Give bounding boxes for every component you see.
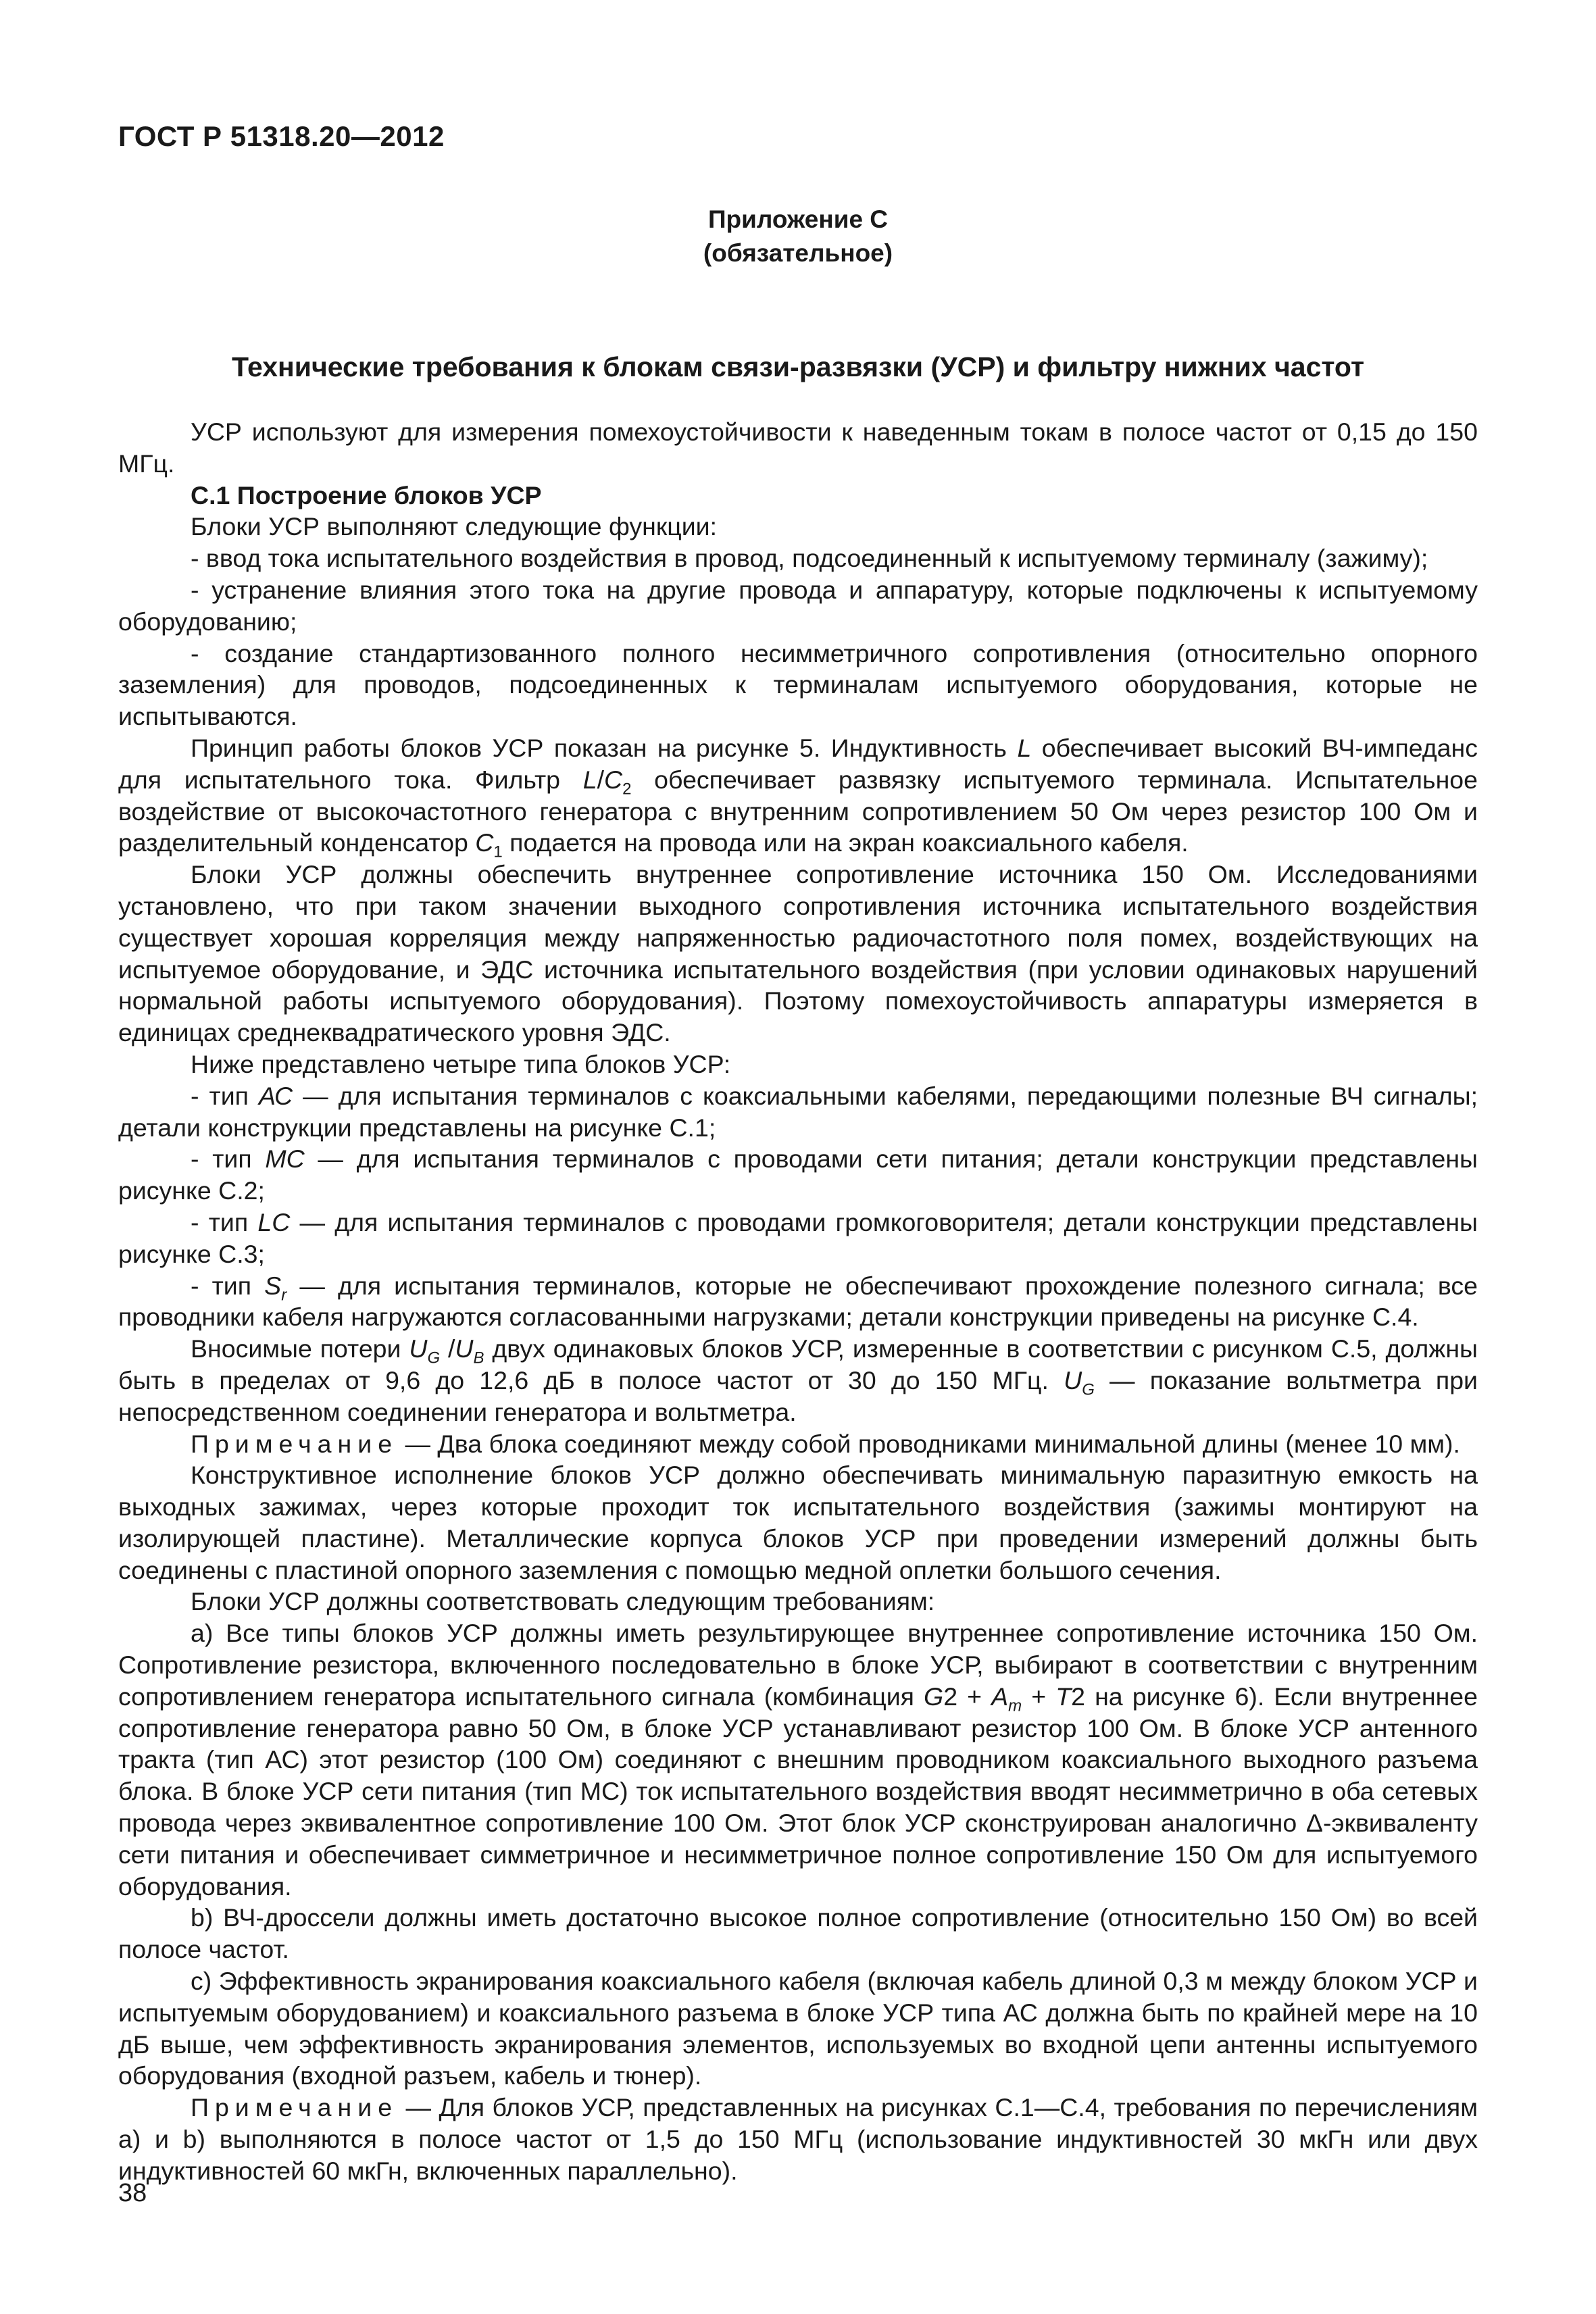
types-intro: Ниже представлено четыре типа блоков УСР: bbox=[191, 1049, 731, 1078]
type-item-ac: - тип АС — для испытания терминалов с коаксиальными кабелями, передающими полезные ВЧ сигналы; детали конструкции представлены на рисунке С.1; bbox=[118, 1081, 1478, 1142]
design-paragraph: Конструктивное исполнение блоков УСР должно обеспечивать минимальную паразитную емкость на выходных зажимах, через которые проходит ток испытательного воздействия (зажимы монтируют на изолирующей пластине). Металлические корпуса блоков УСР при проведении измерений должны быть соединены с пластиной опорного заземления с помощью медной оплетки большого сечения. bbox=[118, 1461, 1478, 1584]
principle-paragraph: Принцип работы блоков УСР показан на рисунке 5. Индуктивность L обеспечивает высокий ВЧ-импеданс для испытательного тока. Фильтр $L/C_2$ обеспечивает развязку испытуемого терминала. Испытательное воздействие от высокочастотного генератора с внутренним сопротивлением 50 Ом через резистор 100 Ом и разделительный конденсатор $C_1$ подается на провода или на экран коаксиального кабеля. bbox=[118, 733, 1478, 861]
document-header: ГОСТ Р 51318.20—2012 bbox=[118, 120, 445, 152]
function-item-2: - устранение влияния этого тока на другие провода и аппаратуру, которые подключены к испытуемому оборудованию; bbox=[118, 575, 1478, 636]
section-heading-c1: С.1 Построение блоков УСР bbox=[191, 480, 542, 509]
impedance-paragraph: Блоки УСР должны обеспечить внутреннее сопротивление источника 150 Ом. Исследованиями установлено, что при таком значении выходного сопротивления источника испытательного воздействия существует хорошая корреляция между напряженностью радиочастотного поля помех, воздействующих на испытуемое оборудование, и ЭДС источника испытательного воздействия (при условии одинаковых нарушений нормальной работы испытуемого оборудования). Поэтому помехоустойчивость аппаратуры измеряется в единицах среднеквадратического уровня ЭДС. bbox=[118, 860, 1478, 1047]
losses-paragraph: Вносимые потери $U_G$ $/U_B$ двух одинаковых блоков УСР, измеренные в соответствии с рисунком С.5, должны быть в пределах от 9,6 до 12,6 дБ в полосе частот от 30 до 150 МГц. $U_G$ — показание вольтметра при непосредственном соединении генератора и вольтметра. bbox=[118, 1334, 1478, 1426]
requirement-c: c) Эффективность экранирования коаксиального кабеля (включая кабель длиной 0,3 м между блоком УСР и испытуемым оборудованием) и коаксиального разъема в блоке УСР типа АС должна быть по крайней мере на 10 дБ выше, чем эффективность экранирования элементов, используемых во входной цепи антенны испытуемого оборудования (входной разъем, кабель и тюнер). bbox=[118, 1967, 1478, 2090]
type-item-lc: - тип LC — для испытания терминалов с проводами громкоговорителя; детали конструкции представлены рисунке С.3; bbox=[118, 1207, 1478, 1268]
page-number: 38 bbox=[118, 2179, 147, 2207]
appendix-status: (обязательное) bbox=[703, 239, 893, 267]
note-2: Примечание — Для блоков УСР, представленных на рисунках С.1—С.4, требования по перечислениям а) и b) выполняются в полосе частот от 1,5 до 150 МГц (использование индуктивностей 30 мкГн или двух индуктивностей 60 мкГн, включенных параллельно). bbox=[118, 2093, 1478, 2185]
appendix-label: Приложение С bbox=[707, 205, 889, 233]
requirement-a: a) Все типы блоков УСР должны иметь результирующее внутреннее сопротивление источника 150 Ом. Сопротивление резистора, включенного последовательно в блоке УСР, выбирают в соответствии с внутренним сопротивлением генератора испытательного сигнала (комбинация $G2 + A_m + T2$ на рисунке 6). Если внутреннее сопротивление генератора равно 50 Ом, в блоке УСР устанавливают резистор 100 Ом. В блоке УСР антенного тракта (тип АС) этот резистор (100 Ом) соединяют с внешним проводником коаксиального выходного разъема блока. В блоке УСР сети питания (тип МС) ток испытательного воздействия вводят несимметрично в оба сетевых провода через эквивалентное сопротивление 100 Ом. Этот блок УСР сконструирован аналогично Δ-эквиваленту сети питания и обеспечивает симметричное и несимметричное полное сопротивление 150 Ом для испытуемого оборудования. bbox=[118, 1619, 1478, 1901]
type-item-mc: - тип МС — для испытания терминалов с проводами сети питания; детали конструкции представлены рисунке С.2; bbox=[118, 1145, 1478, 1205]
functions-intro: Блоки УСР выполняют следующие функции: bbox=[191, 512, 718, 541]
requirements-intro: Блоки УСР должны соответствовать следующим требованиям: bbox=[191, 1587, 935, 1616]
function-item-3: - создание стандартизованного полного несимметричного сопротивления (относительно опорного заземления) для проводов, подсоединенных к терминалам испытуемого оборудования, которые не испытываются. bbox=[118, 638, 1478, 731]
intro-paragraph: УСР используют для измерения помехоустойчивости к наведенным токам в полосе частот от 0,15 до 150 МГц. bbox=[118, 418, 1478, 478]
requirement-b: b) ВЧ-дроссели должны иметь достаточно высокое полное сопротивление (относительно 150 Ом) во всей полосе частот. bbox=[118, 1903, 1478, 1964]
appendix-heading bbox=[0, 203, 1596, 270]
type-item-sr: - тип $S_r$ — для испытания терминалов, которые не обеспечивают прохождение полезного сигнала; все проводники кабеля нагружаются согласованными нагрузками; детали конструкции приведены на рисунке С.4. bbox=[118, 1271, 1478, 1332]
note-1: Примечание — Два блока соединяют между собой проводниками минимальной длины (менее 10 мм). bbox=[191, 1429, 1460, 1458]
function-item-1: - ввод тока испытательного воздействия в провод, подсоединенный к испытуемому терминалу (зажиму); bbox=[191, 544, 1428, 573]
document-body bbox=[118, 416, 1478, 2187]
appendix-title: Технические требования к блокам связи-развязки (УСР) и фильтру нижних частот bbox=[231, 351, 1365, 382]
